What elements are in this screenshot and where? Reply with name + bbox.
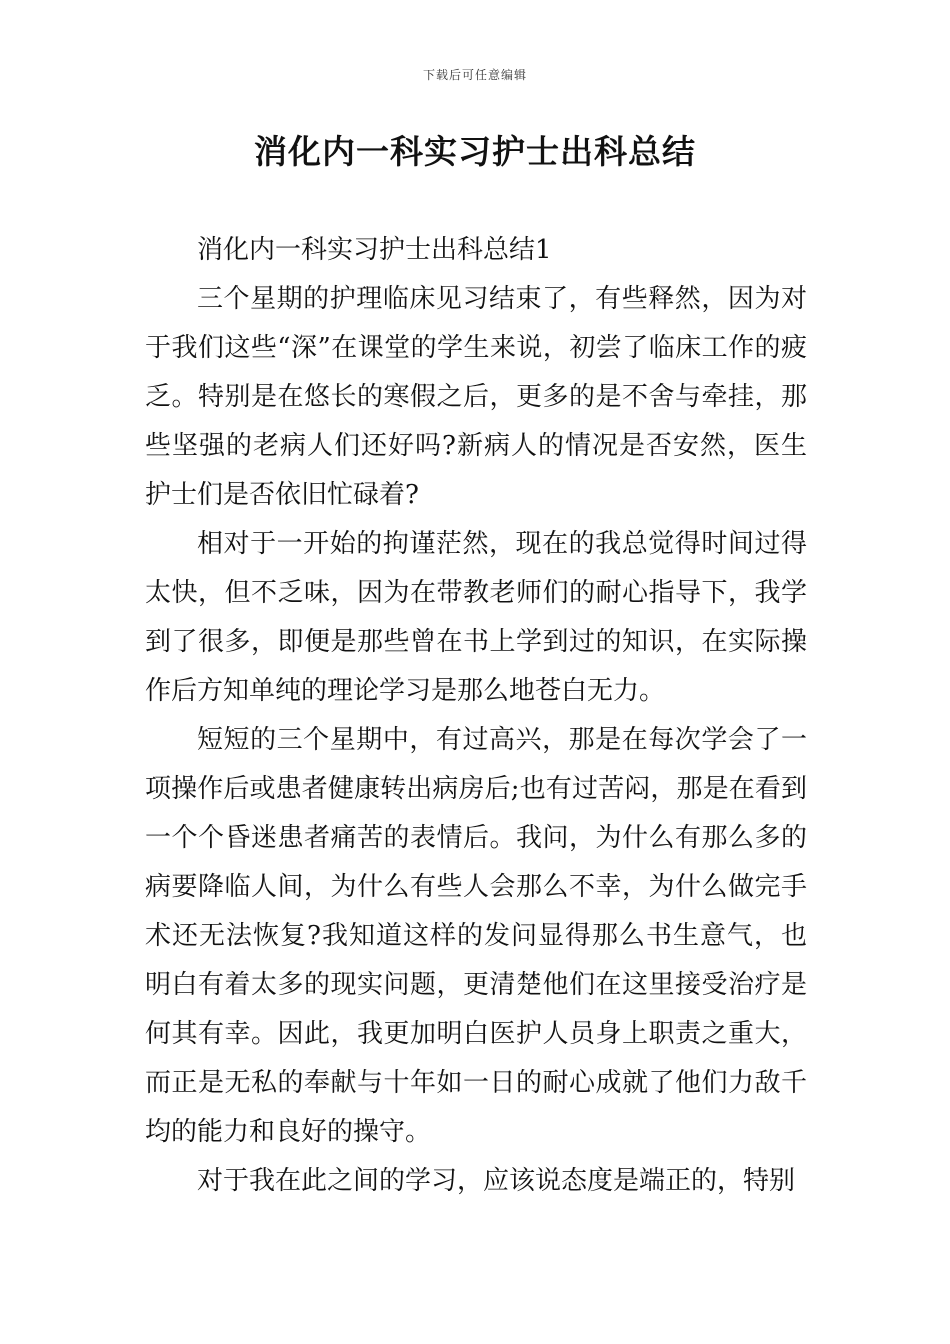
paragraph: 三个星期的护理临床见习结束了，有些释然，因为对于我们这些“深”在课堂的学生来说，初尝了临床工作的疲乏。特别是在悠长的寒假之后，更多的是不舍与牵挂，那些坚强的老病人们还好吗?新病人的情况是否安然，医生护士们是否依旧忙碌着? [145, 284, 807, 510]
paragraph: 短短的三个星期中，有过高兴，那是在每次学会了一项操作后或患者健康转出病房后;也有过苦闷，那是在看到一个个昏迷患者痛苦的表情后。我问，为什么有那么多的病要降临人间，为什么有些人会那么不幸，为什么做完手术还无法恢复?我知道这样的发问显得那么书生意气，也明白有着太多的现实问题，更清楚他们在这里接受治疗是何其有幸。因此，我更加明白医护人员身上职责之重大，而正是无私的奉献与十年如一日的耐心成就了他们力敌千均的能力和良好的操守。 [145, 725, 807, 1147]
section-heading: 消化内一科实习护士出科总结1 [197, 235, 552, 265]
header-note: 下载后可任意编辑 [422, 68, 527, 82]
document-title: 消化内一科实习护士出科总结 [254, 132, 696, 171]
paragraph: 对于我在此之间的学习，应该说态度是端正的，特别 [197, 1166, 796, 1196]
document-body [145, 226, 807, 1206]
paragraph: 相对于一开始的拘谨茫然，现在的我总觉得时间过得太快，但不乏味，因为在带教老师们的耐心指导下，我学到了很多，即便是那些曾在书上学到过的知识，在实际操作后方知单纯的理论学习是那么地苍白无力。 [145, 529, 807, 706]
